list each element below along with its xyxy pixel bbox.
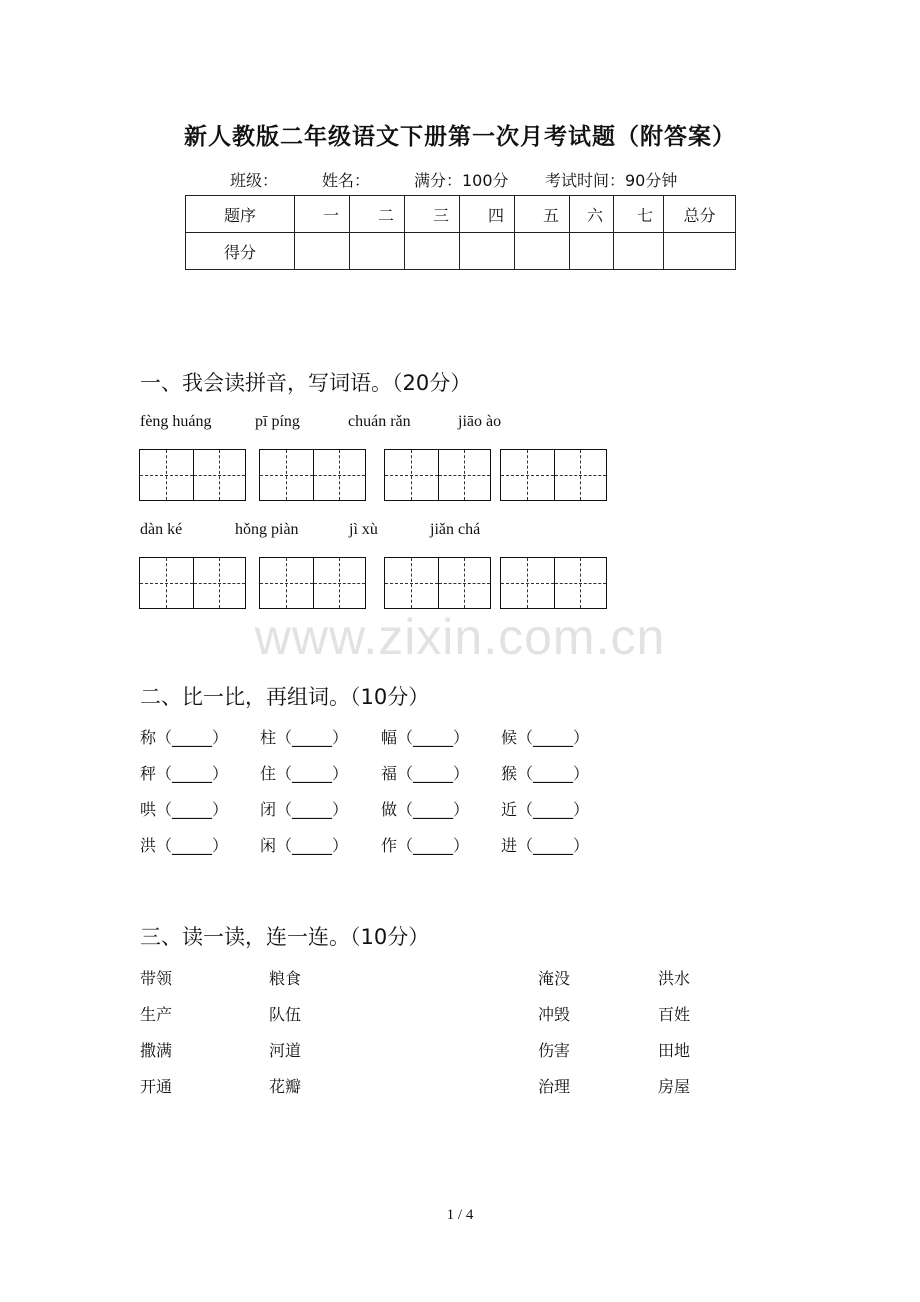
pinyin-label: jiǎn chá xyxy=(430,521,481,538)
pinyin-label: pī píng xyxy=(255,413,300,430)
page-number: 1 / 4 xyxy=(446,1207,474,1223)
score-cell[interactable] xyxy=(405,233,460,270)
fill-blank-item[interactable]: 进（_____） xyxy=(501,836,590,855)
pinyin-label: fèng huáng xyxy=(140,413,212,430)
pinyin-label: dàn ké xyxy=(140,521,183,538)
match-word[interactable]: 带领 xyxy=(140,969,173,988)
pinyin-label: chuán rǎn xyxy=(348,413,411,430)
match-word[interactable]: 队伍 xyxy=(269,1005,302,1024)
match-word[interactable]: 花瓣 xyxy=(269,1077,302,1096)
match-word[interactable]: 粮食 xyxy=(269,969,302,988)
match-word[interactable]: 撒满 xyxy=(140,1041,173,1060)
match-word[interactable]: 淹没 xyxy=(538,969,571,988)
writing-grid[interactable] xyxy=(500,449,607,501)
match-word[interactable]: 百姓 xyxy=(658,1005,691,1024)
fill-blank-item[interactable]: 称（_____） xyxy=(140,728,229,747)
fill-blank-item[interactable]: 秤（_____） xyxy=(140,764,229,783)
fill-blank-item[interactable]: 做（_____） xyxy=(381,800,470,819)
fill-blank-item[interactable]: 作（_____） xyxy=(381,836,470,855)
section2-heading: 二、比一比，再组词。（10分） xyxy=(140,685,430,709)
match-word[interactable]: 冲毁 xyxy=(538,1005,571,1024)
full-score: 满分：100分 xyxy=(414,171,509,190)
table-header-cell: 题序 xyxy=(186,196,295,233)
writing-grid[interactable] xyxy=(259,557,366,609)
table-header-cell: 二 xyxy=(350,196,405,233)
fill-blank-item[interactable]: 柱（_____） xyxy=(260,728,349,747)
score-table-header-row xyxy=(186,196,736,233)
match-word[interactable]: 开通 xyxy=(140,1077,173,1096)
table-header-cell: 五 xyxy=(515,196,570,233)
table-header-cell: 三 xyxy=(405,196,460,233)
fill-blank-item[interactable]: 近（_____） xyxy=(501,800,590,819)
table-header-cell: 总分 xyxy=(664,196,736,233)
match-word[interactable]: 田地 xyxy=(658,1041,691,1060)
writing-grid[interactable] xyxy=(139,449,246,501)
fill-blank-item[interactable]: 哄（_____） xyxy=(140,800,229,819)
table-header-cell: 六 xyxy=(570,196,614,233)
match-word[interactable]: 河道 xyxy=(269,1041,302,1060)
score-cell[interactable] xyxy=(350,233,405,270)
fill-blank-item[interactable]: 住（_____） xyxy=(260,764,349,783)
writing-grid[interactable] xyxy=(259,449,366,501)
table-header-cell: 七 xyxy=(614,196,664,233)
score-cell[interactable] xyxy=(664,233,736,270)
match-word[interactable]: 洪水 xyxy=(658,969,691,988)
fill-blank-item[interactable]: 候（_____） xyxy=(501,728,590,747)
writing-grid[interactable] xyxy=(139,557,246,609)
score-table xyxy=(185,195,736,270)
score-table-score-row xyxy=(186,233,736,270)
fill-blank-item[interactable]: 闲（_____） xyxy=(260,836,349,855)
table-row-label: 得分 xyxy=(186,233,295,270)
fill-blank-item[interactable]: 洪（_____） xyxy=(140,836,229,855)
name-label: 姓名： xyxy=(322,171,371,190)
section1-heading: 一、我会读拼音，写词语。（20分） xyxy=(140,371,472,395)
fill-blank-item[interactable]: 猴（_____） xyxy=(501,764,590,783)
writing-grid[interactable] xyxy=(384,557,491,609)
fill-blank-item[interactable]: 福（_____） xyxy=(381,764,470,783)
fill-blank-item[interactable]: 幅（_____） xyxy=(381,728,470,747)
score-cell[interactable] xyxy=(570,233,614,270)
table-header-cell: 一 xyxy=(295,196,350,233)
section3-heading: 三、读一读，连一连。（10分） xyxy=(140,925,430,949)
score-cell[interactable] xyxy=(460,233,515,270)
pinyin-label: jiāo ào xyxy=(458,413,502,430)
match-word[interactable]: 生产 xyxy=(140,1005,173,1024)
pinyin-label: jì xù xyxy=(349,521,378,538)
writing-grid[interactable] xyxy=(500,557,607,609)
table-header-cell: 四 xyxy=(460,196,515,233)
exam-time: 考试时间：90分钟 xyxy=(545,171,678,190)
pinyin-label: hǒng piàn xyxy=(235,521,299,538)
watermark: www.zixin.com.cn xyxy=(254,609,666,665)
score-cell[interactable] xyxy=(614,233,664,270)
fill-blank-item[interactable]: 闭（_____） xyxy=(260,800,349,819)
class-label: 班级： xyxy=(230,171,279,190)
score-cell[interactable] xyxy=(515,233,570,270)
match-word[interactable]: 伤害 xyxy=(538,1041,571,1060)
match-word[interactable]: 房屋 xyxy=(658,1077,691,1096)
score-cell[interactable] xyxy=(295,233,350,270)
match-word[interactable]: 治理 xyxy=(538,1077,571,1096)
page-title: 新人教版二年级语文下册第一次月考试题（附答案） xyxy=(184,124,736,150)
writing-grid[interactable] xyxy=(384,449,491,501)
